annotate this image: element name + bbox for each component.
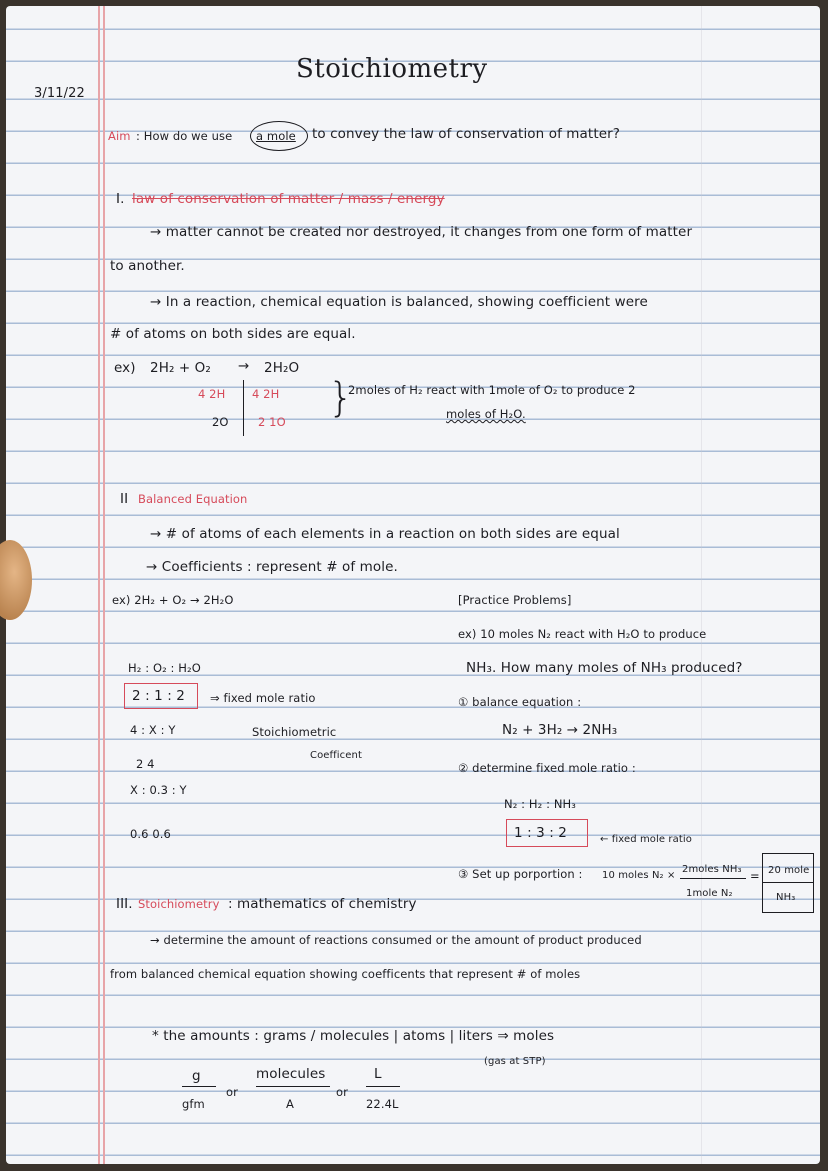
ratio: 2 : 1 : 2 — [132, 688, 185, 704]
s1-line1: → matter cannot be created nor destroyed, it changes from one form of matter — [150, 224, 693, 240]
formula-or-1: or — [226, 1085, 238, 1099]
ratio-label: H₂ : O₂ : H₂O — [128, 661, 201, 675]
formula-or-2: or — [336, 1085, 348, 1099]
section-3-def: : mathematics of chemistry — [228, 896, 417, 912]
step-2: ② determine fixed mole ratio : — [458, 761, 636, 775]
formula-2-num: molecules — [256, 1066, 326, 1082]
page-title: Stoichiometry — [296, 54, 488, 84]
step-2-box-text: 1 : 3 : 2 — [514, 825, 567, 841]
stoich-coef-2: Coefficent — [310, 750, 362, 761]
formula-3-num: L — [374, 1066, 382, 1082]
aim-circled: a mole — [256, 129, 296, 143]
s3-line2: from balanced chemical equation showing coefficents that represent # of moles — [110, 967, 581, 981]
s1-line2: to another. — [110, 258, 185, 274]
brace: } — [328, 375, 354, 421]
answer-2: NH₃ — [776, 892, 796, 903]
formula-1-den: gfm — [182, 1097, 205, 1111]
step-3-num: 2moles NH₃ — [682, 864, 742, 875]
answer-divider — [762, 882, 813, 883]
s3-amounts: * the amounts : grams / molecules | atoms | liters ⇒ moles — [152, 1028, 555, 1044]
practice-heading: [Practice Problems] — [458, 593, 572, 607]
step-2-note: ← fixed mole ratio — [600, 834, 692, 845]
notebook-page — [6, 6, 820, 1164]
section-3-numeral: III. — [116, 896, 133, 912]
table-divider — [243, 380, 244, 436]
work-3: X : 0.3 : Y — [130, 783, 187, 797]
s1-ex-label: ex) — [114, 360, 136, 376]
margin-line — [103, 6, 105, 1164]
work-4: 0.6 0.6 — [130, 827, 171, 841]
section-1-heading: law of conservation of matter / mass / energy — [132, 191, 445, 207]
formula-2-den: A — [286, 1097, 294, 1111]
step-3-den: 1mole N₂ — [686, 888, 733, 899]
s1-line4: # of atoms on both sides are equal. — [110, 326, 356, 342]
s2-line2: → Coefficients : represent # of mole. — [146, 559, 398, 575]
fraction-bar — [182, 1086, 216, 1087]
formula-3-den: 22.4L — [366, 1097, 399, 1111]
s1-line3: → In a reaction, chemical equation is balanced, showing coefficient were — [150, 294, 648, 310]
s1-brace-text2: moles of H₂O. — [446, 407, 526, 421]
step-3-a: 10 moles N₂ × — [602, 870, 676, 881]
step-1: ① balance equation : — [458, 695, 582, 709]
section-2-heading: Balanced Equation — [138, 492, 248, 506]
aim-label: Aim — [108, 129, 131, 143]
formula-1-num: g — [192, 1068, 201, 1084]
fixed-ratio-note: ⇒ fixed mole ratio — [210, 691, 316, 705]
s3-line1: → determine the amount of reactions consumed or the amount of product produced — [150, 933, 642, 947]
work-2: 2 4 — [136, 757, 155, 771]
work-1: 4 : X : Y — [130, 723, 176, 737]
fraction-bar — [256, 1086, 330, 1087]
practice-q1: ex) 10 moles N₂ react with H₂O to produce — [458, 627, 707, 641]
s1-ex-right: 2H₂O — [264, 360, 300, 376]
step-2-ratio: N₂ : H₂ : NH₃ — [504, 797, 577, 811]
stoich-coef-1: Stoichiometric — [252, 725, 337, 739]
aim-text-a: : How do we use — [136, 129, 233, 143]
step-3-eq: = — [750, 869, 760, 883]
date: 3/11/22 — [34, 86, 85, 101]
bleed-line — [701, 6, 702, 1164]
aim-text-b: to convey the law of conservation of matter? — [312, 126, 621, 142]
section-3-heading: Stoichiometry — [138, 897, 220, 911]
s1-tbl-l1: 4 2H — [198, 387, 226, 401]
section-2-numeral: II — [120, 491, 129, 507]
fraction-bar — [366, 1086, 400, 1087]
step-1-eq: N₂ + 3H₂ → 2NH₃ — [502, 722, 618, 738]
s1-tbl-r1: 4 2H — [252, 387, 280, 401]
practice-q2: NH₃. How many moles of NH₃ produced? — [466, 660, 743, 676]
answer-1: 20 mole — [768, 865, 810, 876]
s1-ex-arrow: → — [238, 358, 250, 374]
s1-brace-text1: 2moles of H₂ react with 1mole of O₂ to produce 2 — [348, 383, 636, 397]
s3-gas: (gas at STP) — [484, 1056, 546, 1067]
s1-tbl-l2: 2O — [212, 415, 229, 429]
s2-ex: ex) 2H₂ + O₂ → 2H₂O — [112, 593, 234, 607]
s1-tbl-r2: 2 1O — [258, 415, 286, 429]
step-3: ③ Set up porportion : — [458, 867, 583, 881]
s2-line1: → # of atoms of each elements in a reaction on both sides are equal — [150, 526, 620, 542]
margin-line — [98, 6, 100, 1164]
section-1-numeral: I. — [116, 191, 125, 207]
fraction-bar — [680, 878, 746, 879]
s1-ex-left: 2H₂ + O₂ — [150, 360, 211, 376]
